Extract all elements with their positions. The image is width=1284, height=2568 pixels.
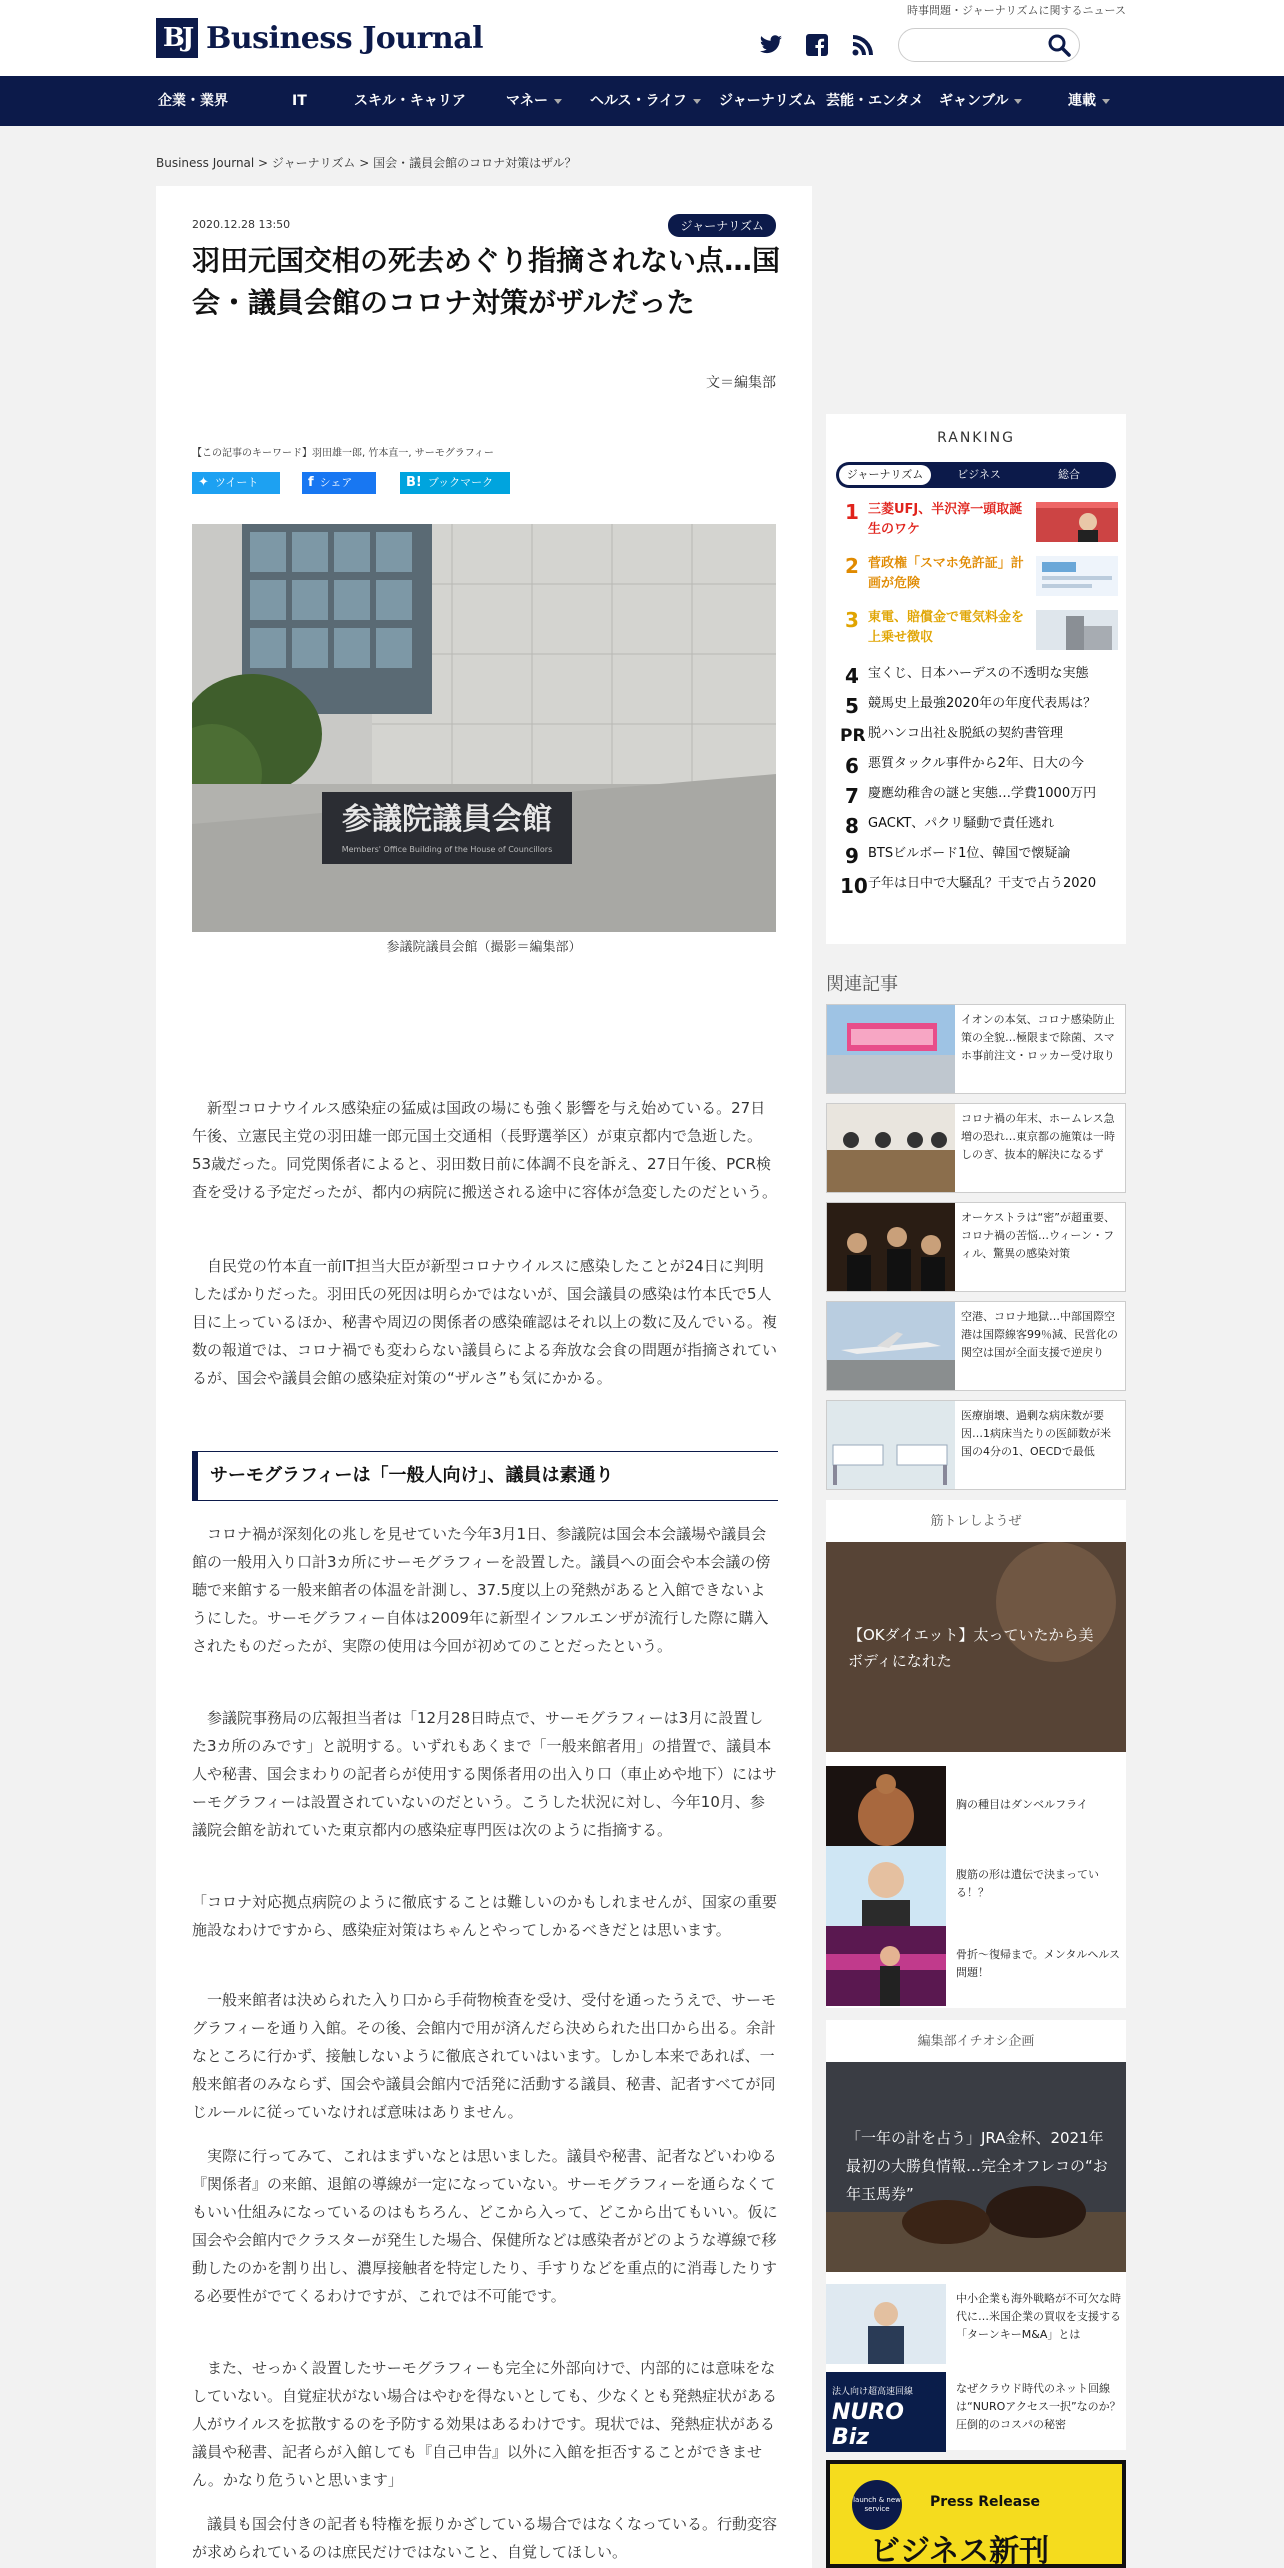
ranking-title: RANKING <box>937 430 1015 446</box>
editor-feature-card[interactable] <box>826 2062 1126 2272</box>
related-thumb <box>827 1104 955 1192</box>
article-paragraph: 一般来館者は決められた入り口から手荷物検査を受け、受付を通ったうえで、サーモグラフィーを通り入館。その後、会館内で用が済んだら決められた出口から出る。余計なところに行かず、接触しないように徹底されていはいます。しかし本来であれば、一般来館者のみならず、国会や議員会館内で活発に活動する議員、秘書、記者すべてが同じルールに従っていなければ意味はありません。 <box>192 1991 777 2121</box>
editor-thumb <box>826 2284 946 2364</box>
ranking-item-1[interactable]: 1 三菱UFJ、半沢淳一頭取誕生のワケ <box>845 500 1023 537</box>
logo-mark: BJ <box>156 18 198 58</box>
article <box>156 186 812 2568</box>
fitness-item[interactable]: 腹筋の形は遺伝で決まっている！？ <box>826 1846 1126 1926</box>
nuro-small-text: 法人向け超高速回線 <box>832 2387 914 2397</box>
search-input[interactable] <box>911 29 1041 61</box>
fitness-item[interactable]: 胸の種目はダンベルフライ <box>826 1766 1126 1846</box>
nav-item-journalism[interactable]: ジャーナリズム <box>719 93 817 109</box>
section-heading: サーモグラフィーは「一般人向け」、議員は素通り <box>192 1451 778 1501</box>
nuro-thumb <box>826 2372 946 2452</box>
hatena-bookmark-button[interactable]: B! ブックマーク <box>400 472 510 494</box>
ranking-thumb <box>1036 556 1118 596</box>
ranking-item-pr[interactable]: PR 脱ハンコ出社＆脱紙の契約書管理 <box>840 726 1064 746</box>
article-paragraph: コロナ禍が深刻化の兆しを見せていた今年3月1日、参議院は国会本会議場や議員会館の一般用入り口計3カ所にサーモグラフィーを設置した。議員への面会や本会議の傍聴で来館する一般来館者の体温を計測し、37.5度以上の発熱があると入館できないようにした。サーモグラフィー自体は2009年に新型インフルエンザが流行した際に購入されたものだったが、実際の使用は今回が初めてのことだったという。 <box>192 1525 771 1655</box>
facebook-icon[interactable] <box>804 32 830 58</box>
related-thumb <box>827 1203 955 1291</box>
site-tagline: 時事問題・ジャーナリズムに関するニュース <box>906 4 1126 17</box>
article-paragraph: 新型コロナウイルス感染症の猛威は国政の場にも強く影響を与え始めている。27日午後、立憲民主党の羽田雄一郎元国土交通相（長野選挙区）が東京都内で急逝した。53歳だった。同党関係者によると、羽田数日前に体調不良を訴え、27日午後、PCR検査を受ける予定だったが、都内の病院に搬送される途中に容体が急変したのだという。 <box>192 1099 778 1201</box>
ranking-item-2[interactable]: 2 菅政権「スマホ免許証」計画が危険 <box>845 554 1024 591</box>
press-release-banner[interactable] <box>826 2460 1126 2568</box>
editor-item[interactable]: 中小企業も海外戦略が不可欠な時代に…米国企業の買収を支援する「ターンキーM&A」とは <box>826 2284 1126 2364</box>
nav-item-series[interactable]: 連載 <box>1068 76 1110 126</box>
category-badge[interactable]: ジャーナリズム <box>668 214 776 237</box>
main-nav <box>0 76 1284 126</box>
related-item[interactable]: コロナ禍の年末、ホームレス急増の恐れ…東京都の施策は一時しのぎ、抜本的解決になるず <box>826 1103 1126 1193</box>
fitness-thumb <box>826 1766 946 1846</box>
article-paragraph: 実際に行ってみて、これはまずいなとは思いました。議員や秘書、記者などいわゆる『関係者』の来館、退館の導線が一定になっていない。サーモグラフィーを通らなくてもいい仕組みになっているのはもちろん、どこから入って、どこから出てもいい。仮に国会や会館内でクラスターが発生した場合、保健所などは感染者がどのような導線で移動したのかを割り出し、濃厚接触者を特定したり、手すりなどを重点的に消毒したりする必要性がでてくるわけですが、これでは不可能です。 <box>192 2147 778 2305</box>
article-paragraph: 参議院事務局の広報担当者は「12月28日時点で、サーモグラフィーは3月に設置した3カ所のみです」と説明する。いずれもあくまで「一般来館者用」の措置で、議員本人や秘書、国会まわりの記者らが使用する関係者用の出入り口（車止めや地下）にはサーモグラフィーは設置されていないのだという。こうした状況に対し、今年10月、参議院会館を訪れていた東京都内の感染症専門医は次のように指摘する。 <box>192 1709 778 1839</box>
ranking-item-5[interactable]: 5 競馬史上最強2020年の年度代表馬は？ <box>845 694 1097 718</box>
ranking-item-9[interactable]: 9 BTSビルボード1位、韓国で懐疑論 <box>845 844 1071 868</box>
tab-business[interactable]: ビジネス <box>957 468 1001 481</box>
ranking-item-6[interactable]: 6 悪質タックル事件から2年、日大の今 <box>845 754 1084 778</box>
facebook-icon: f <box>308 475 314 490</box>
chevron-down-icon <box>693 99 701 104</box>
tab-overall[interactable]: 総合 <box>1058 468 1080 481</box>
chevron-down-icon <box>1102 99 1110 104</box>
twitter-icon: ✦ <box>198 475 209 490</box>
photo-sign-subtext: Members' Office Building of the House of Councillors <box>341 845 553 854</box>
ranking-item-4[interactable]: 4 宝くじ、日本ハーデスの不透明な実態 <box>845 664 1089 688</box>
hatena-icon: B! <box>406 475 422 490</box>
editor-item[interactable]: 法人向け超高速回線 NURO Biz なぜクラウド時代のネット回線は“NUROアクセス一択”なのか？圧倒的のコスパの秘密 <box>826 2372 1126 2452</box>
article-paragraph: 議員も国会付きの記者も特権を振りかざしている場合ではなくなっている。行動変容が求められているのは庶民だけではないこと、自覚してほしい。 <box>192 2515 778 2561</box>
ranking-panel <box>826 414 1126 944</box>
ranking-thumb <box>1036 610 1118 650</box>
editor-picks-panel <box>826 2020 1126 2450</box>
ranking-item-7[interactable]: 7 慶應幼稚舎の謎と実態…学費1000万円 <box>845 784 1097 808</box>
search-box[interactable] <box>898 28 1080 62</box>
site-header <box>0 0 1284 76</box>
related-item[interactable]: 医療崩壊、過剰な病床数が要因…1病床当たりの医師数が米国の4分の1、OECDで最低 <box>826 1400 1126 1490</box>
rss-icon[interactable] <box>850 32 876 58</box>
ranking-item-8[interactable]: 8 GACKT、パクリ騒動で責任逃れ <box>845 814 1055 838</box>
related-item[interactable]: 空港、コロナ地獄…中部国際空港は国際線客99％減、民営化の関空は国が全面支援で逆戻り <box>826 1301 1126 1391</box>
fitness-thumb <box>826 1926 946 2006</box>
article-paragraph: また、せっかく設置したサーモグラフィーも完全に外部向けで、内部的には意味をなしていない。自覚症状がない場合はやむを得ないとしても、少なくとも発熱症状がある人がウイルスを拡散するのを予防する効果はあるわけです。現状では、発熱症状がある議員や秘書、記者らが入館しても『自己申告』以外に入館を拒否することができません。かなり危ういと思います」 <box>192 2359 778 2489</box>
chevron-down-icon <box>554 99 562 104</box>
article-paragraph: 「コロナ対応拠点病院のように徹底することは難しいのかもしれませんが、国家の重要施設なわけですから、感染症対策はちゃんとやってしかるべきだとは思います。 <box>192 1893 778 1939</box>
related-thumb <box>827 1005 955 1093</box>
tab-journalism[interactable]: ジャーナリズム <box>839 465 931 485</box>
article-paragraph: 自民党の竹本直一前IT担当大臣が新型コロナウイルスに感染したことが24日に判明したばかりだった。羽田氏の死因は明らかではないが、国会議員の感染は竹本氏で5人目に上っているほか、秘書や周辺の関係者の感染確認はそれ以上の数に及んでいる。複数の報道では、コロナ禍でも変わらない議員らによる奔放な会食の問題が指摘されているが、国会や議員会館の感染症対策の“ザルさ”も気にかかる。 <box>192 1257 778 1387</box>
fitness-feature-text: 【OKダイエット】太っていたから美ボディになれた <box>848 1626 1094 1670</box>
press-badge: launch & new service <box>852 2480 902 2530</box>
nav-item-gamble[interactable]: ギャンブル <box>939 76 1022 126</box>
chevron-down-icon <box>1014 99 1022 104</box>
article-keywords[interactable]: 【この記事のキーワード】羽田雄一郎, 竹本直一, サーモグラフィー <box>192 448 494 459</box>
nav-item-health[interactable]: ヘルス・ライフ <box>590 76 701 126</box>
related-item[interactable]: イオンの本気、コロナ感染防止策の全貌…極限まで除菌、スマホ事前注文・ロッカー受け取り <box>826 1004 1126 1094</box>
logo-text: Business Journal <box>206 20 484 56</box>
related-thumb <box>827 1302 955 1390</box>
editor-picks-title: 編集部イチオシ企画 <box>917 2034 1035 2049</box>
fitness-feature-card[interactable] <box>826 1542 1126 1752</box>
article-photo <box>192 524 776 932</box>
tweet-button[interactable]: ✦ ツイート <box>192 472 280 494</box>
ranking-item-3[interactable]: 3 東電、賠償金で電気料金を上乗せ徴収 <box>845 608 1025 645</box>
article-date: 2020.12.28 13:50 <box>192 218 291 231</box>
editor-feature-text: 「一年の計を占う」JRA金杯、2021年最初の大勝負情報…完全オフレコの“お年玉馬券” <box>846 2129 1108 2203</box>
press-release-heading: ビジネス新刊 <box>870 2534 1050 2568</box>
nav-item-it[interactable]: IT <box>292 93 307 109</box>
ranking-thumb <box>1036 502 1118 542</box>
search-icon[interactable] <box>1047 33 1071 61</box>
press-release-label: Press Release <box>930 2494 1041 2510</box>
site-logo[interactable] <box>156 18 483 58</box>
related-thumb <box>827 1401 955 1489</box>
ranking-item-10[interactable]: 10 子年は日中で大騒乱？干支で占う2020 <box>840 874 1097 898</box>
twitter-icon[interactable] <box>758 32 784 58</box>
breadcrumb[interactable]: Business Journal > ジャーナリズム > 国会・議員会館のコロナ対策はザル？ <box>156 156 577 170</box>
fitness-thumb <box>826 1846 946 1926</box>
nav-item-entertainment[interactable]: 芸能・エンタメ <box>826 93 924 109</box>
nav-item-industry[interactable]: 企業・業界 <box>158 93 228 109</box>
related-title: 関連記事 <box>826 974 898 995</box>
facebook-share-button[interactable]: f シェア <box>302 472 376 494</box>
article-title: 羽田元国交相の死去めぐり指摘されない点…国会・議員会館のコロナ対策がザルだった <box>192 244 781 319</box>
photo-caption: 参議院議員会館（撮影＝編集部） <box>386 940 582 955</box>
related-item[interactable]: オーケストラは“密”が超重要、コロナ禍の苦悩…ウィーン・フィル、驚異の感染対策 <box>826 1202 1126 1292</box>
nav-item-money[interactable]: マネー <box>506 76 562 126</box>
nav-item-career[interactable]: スキル・キャリア <box>354 93 466 109</box>
fitness-panel <box>826 1500 1126 2008</box>
fitness-item[interactable]: 骨折〜復帰まで。メンタルヘルス問題！ <box>826 1926 1126 2006</box>
ranking-tabs <box>836 462 1116 488</box>
nuro-logo-text: NURO Biz <box>832 2400 904 2450</box>
photo-sign-text: 参議院議員会館 <box>342 802 552 837</box>
article-author: 文＝編集部 <box>706 375 776 391</box>
fitness-title: 筋トレしようぜ <box>930 1514 1022 1529</box>
